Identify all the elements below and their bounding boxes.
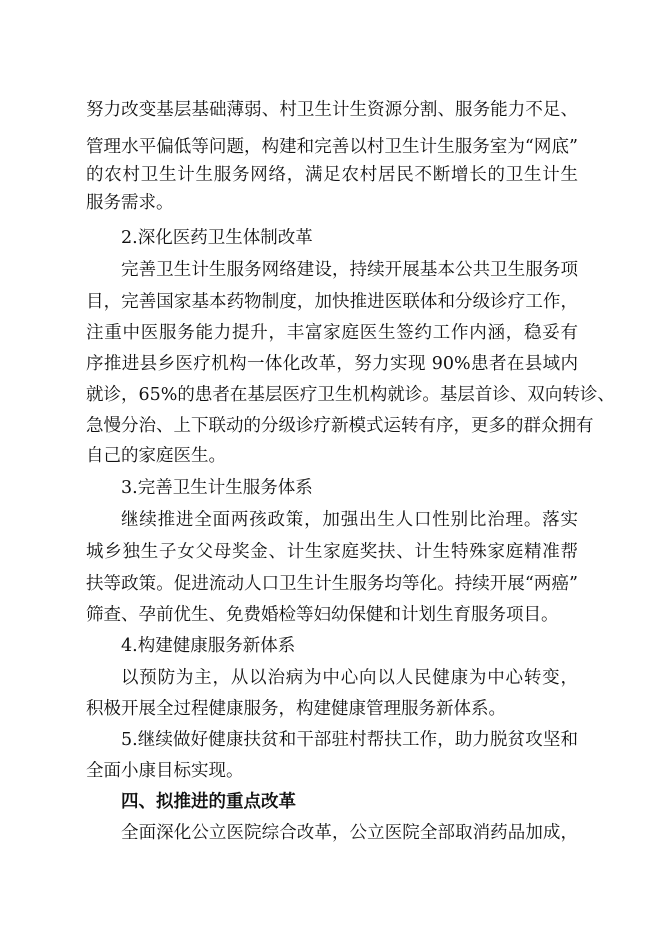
paragraph-line: 城乡独生子女父母奖金、计生家庭奖扶、计生特殊家庭精准帮	[86, 542, 578, 562]
section-heading: 2.深化医药卫生体制改革	[121, 228, 313, 248]
paragraph-line: 自己的家庭医生。	[86, 446, 226, 466]
paragraph-line: 完善卫生计生服务网络建设，持续开展基本公共卫生服务项	[121, 260, 578, 280]
paragraph-line: 扶等政策。促进流动人口卫生计生服务均等化。持续开展“两癌”	[86, 574, 578, 594]
paragraph-line: 的农村卫生计生服务网络，满足农村居民不断增长的卫生计生	[86, 165, 578, 185]
paragraph-line: 继续推进全面两孩政策，加强出生人口性别比治理。落实	[121, 510, 578, 530]
paragraph-line: 以预防为主，从以治病为中心向以人民健康为中心转变，	[121, 668, 578, 688]
paragraph-line: 积极开展全过程健康服务，构建健康管理服务新体系。	[86, 699, 506, 719]
section-heading: 3.完善卫生计生服务体系	[121, 478, 313, 498]
paragraph-line: 5.继续做好健康扶贫和干部驻村帮扶工作，助力脱贫攻坚和	[121, 730, 578, 750]
paragraph-line: 管理水平偏低等问题，构建和完善以村卫生计生服务室为“网底”	[86, 137, 578, 157]
section-heading: 4.构建健康服务新体系	[121, 636, 296, 656]
paragraph-line: 急慢分治、上下联动的分级诊疗新模式运转有序，更多的群众拥有	[86, 416, 594, 436]
paragraph-line: 努力改变基层基础薄弱、村卫生计生资源分割、服务能力不足、	[86, 100, 578, 120]
paragraph-line: 筛查、孕前优生、免费婚检等妇幼保健和计划生育服务项目。	[86, 605, 559, 625]
paragraph-line: 全面小康目标实现。	[86, 761, 244, 781]
paragraph-line: 目，完善国家基本药物制度，加快推进医联体和分级诊疗工作，	[86, 292, 578, 312]
paragraph-line: 就诊，65%的患者在基层医疗卫生机构就诊。基层首诊、双向转诊、	[86, 385, 615, 405]
paragraph-line: 服务需求。	[86, 193, 174, 213]
paragraph-line: 序推进县乡医疗机构一体化改革，努力实现 90%患者在县域内	[86, 354, 578, 374]
paragraph-line: 全面深化公立医院综合改革，公立医院全部取消药品加成，	[121, 823, 578, 843]
chapter-heading: 四、拟推进的重点改革	[121, 792, 296, 812]
paragraph-line: 注重中医服务能力提升，丰富家庭医生签约工作内涵，稳妥有	[86, 323, 578, 343]
